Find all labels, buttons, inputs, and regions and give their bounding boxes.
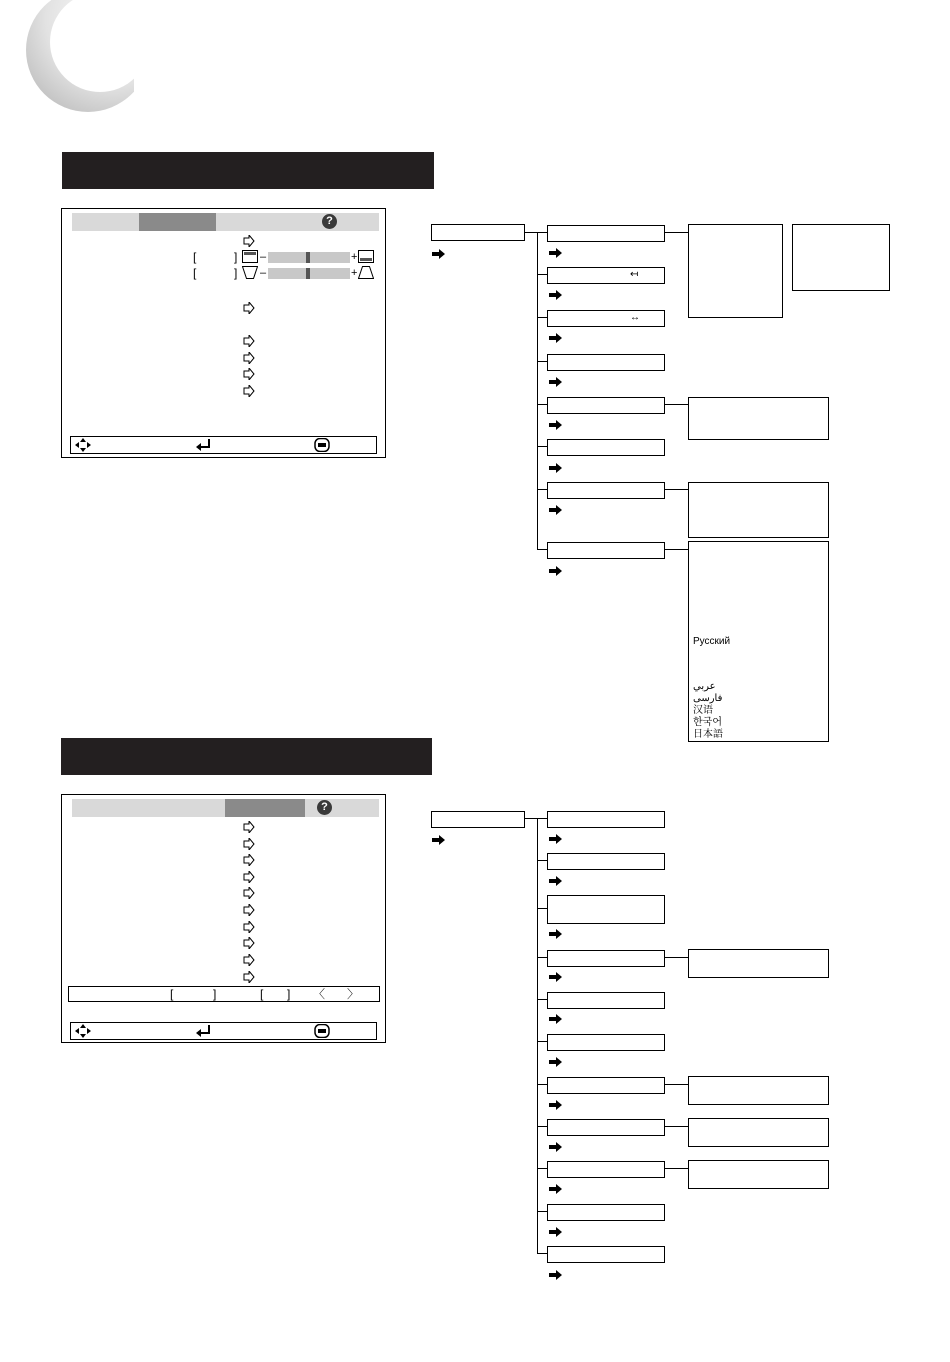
option-list-box xyxy=(688,397,829,440)
menu-footer-bar xyxy=(70,436,377,454)
hollow-arrow-icon xyxy=(243,368,255,380)
menu-item-box xyxy=(547,950,665,967)
menu-item-box xyxy=(547,397,665,414)
arrow-right-icon xyxy=(432,835,445,845)
menu-item-box xyxy=(547,225,665,242)
connector-line xyxy=(664,1168,689,1169)
language-option: Русский xyxy=(693,636,731,647)
arrow-right-icon xyxy=(549,463,562,473)
keystone-slider[interactable] xyxy=(268,268,350,279)
hollow-arrow-icon xyxy=(243,821,255,833)
menu-icon xyxy=(314,438,330,452)
hollow-arrow-icon xyxy=(243,921,255,933)
arrow-right-icon xyxy=(549,1227,562,1237)
menu-icon xyxy=(314,1024,330,1038)
close-bracket: ] xyxy=(287,987,291,1001)
open-bracket: [ xyxy=(170,987,174,1001)
plus-sign: + xyxy=(351,251,358,263)
arrow-right-icon xyxy=(549,1142,562,1152)
language-option: 汉语 xyxy=(693,705,713,716)
option-list-box xyxy=(688,1118,829,1147)
language-option: عربي xyxy=(693,681,716,692)
option-list-box xyxy=(688,1076,829,1105)
option-list-box xyxy=(688,482,829,538)
close-bracket: ] xyxy=(213,987,217,1001)
vertical-keystone-plus-icon xyxy=(358,250,374,263)
arrow-right-icon xyxy=(549,505,562,515)
corner-decoration xyxy=(18,0,134,112)
arrow-right-icon xyxy=(432,249,445,259)
arrow-glyph: ↔ xyxy=(630,312,640,323)
option-list-box xyxy=(688,949,829,978)
arrow-right-icon xyxy=(549,248,562,258)
plus-sign: + xyxy=(351,267,358,279)
root-menu-box xyxy=(431,811,525,828)
hollow-arrow-icon xyxy=(243,335,255,347)
menu-item-box xyxy=(547,267,665,284)
hollow-arrow-icon xyxy=(243,302,255,314)
connector-line xyxy=(537,232,538,550)
osd-menu-screen xyxy=(61,208,386,458)
menu-item-box xyxy=(547,853,665,870)
enter-icon xyxy=(195,1024,211,1038)
hollow-arrow-icon xyxy=(243,937,255,949)
menu-item-box xyxy=(547,1119,665,1136)
enter-icon xyxy=(195,438,211,452)
keystone-slider[interactable] xyxy=(268,252,350,263)
connector-line xyxy=(664,957,689,958)
menu-footer-bar xyxy=(70,1022,377,1040)
section-header-band xyxy=(62,152,434,189)
status-strip xyxy=(68,986,380,1002)
minus-sign: – xyxy=(260,267,267,279)
hollow-arrow-icon xyxy=(243,871,255,883)
arrow-right-icon xyxy=(549,1057,562,1067)
menu-item-box xyxy=(547,310,665,327)
help-icon[interactable]: ? xyxy=(322,214,337,229)
connector-line xyxy=(537,818,538,1254)
menu-item-box xyxy=(547,811,665,828)
connector-line xyxy=(664,232,689,233)
connector-line xyxy=(664,549,689,550)
trapezoid-up-icon xyxy=(358,266,374,279)
close-angle: 〉 xyxy=(347,987,360,1001)
menu-item-box xyxy=(547,895,665,924)
slider-knob[interactable] xyxy=(306,268,310,279)
menu-item-box xyxy=(547,542,665,559)
arrow-glyph: ↤ xyxy=(630,269,639,280)
arrow-right-icon xyxy=(549,1014,562,1024)
menu-item-box xyxy=(547,1161,665,1178)
menu-item-box xyxy=(547,354,665,371)
menu-item-box xyxy=(547,1077,665,1094)
minus-sign: – xyxy=(260,251,267,263)
connector-line xyxy=(664,1084,689,1085)
arrow-right-icon xyxy=(549,333,562,343)
arrow-right-icon xyxy=(549,1184,562,1194)
menu-item-box xyxy=(547,1204,665,1221)
connector-line xyxy=(664,1126,689,1127)
arrow-right-icon xyxy=(549,420,562,430)
hollow-arrow-icon xyxy=(243,235,255,247)
slider-knob[interactable] xyxy=(306,252,310,263)
move-arrows-icon xyxy=(75,1024,91,1038)
arrow-right-icon xyxy=(549,929,562,939)
menu-item-box xyxy=(547,439,665,456)
hollow-arrow-icon xyxy=(243,352,255,364)
root-menu-box xyxy=(431,224,525,241)
menu-item-box xyxy=(547,482,665,499)
option-list-box xyxy=(792,224,890,291)
language-option: 日本語 xyxy=(693,729,723,740)
arrow-right-icon xyxy=(549,377,562,387)
language-option: فارسی xyxy=(693,693,723,704)
open-angle: 〈 xyxy=(313,987,326,1001)
option-list-box xyxy=(688,1160,829,1189)
arrow-right-icon xyxy=(549,876,562,886)
arrow-right-icon xyxy=(549,290,562,300)
connector-line xyxy=(664,404,689,405)
close-bracket: ] xyxy=(234,250,238,264)
tab-active[interactable] xyxy=(225,799,305,817)
close-bracket: ] xyxy=(234,266,238,280)
arrow-right-icon xyxy=(549,1100,562,1110)
move-arrows-icon xyxy=(75,438,91,452)
connector-line xyxy=(524,818,538,819)
arrow-right-icon xyxy=(549,834,562,844)
osd-menu-screen xyxy=(61,794,386,1043)
open-bracket: [ xyxy=(193,250,197,264)
arrow-right-icon xyxy=(549,1270,562,1280)
trapezoid-down-icon xyxy=(242,266,258,279)
arrow-right-icon xyxy=(549,566,562,576)
language-list-box xyxy=(688,541,829,742)
hollow-arrow-icon xyxy=(243,904,255,916)
hollow-arrow-icon xyxy=(243,854,255,866)
menu-tab-bar xyxy=(72,213,379,231)
hollow-arrow-icon xyxy=(243,385,255,397)
open-bracket: [ xyxy=(193,266,197,280)
hollow-arrow-icon xyxy=(243,838,255,850)
help-icon[interactable]: ? xyxy=(317,800,332,815)
hollow-arrow-icon xyxy=(243,954,255,966)
vertical-keystone-icon xyxy=(242,250,258,263)
connector-line xyxy=(664,489,689,490)
hollow-arrow-icon xyxy=(243,887,255,899)
section-header-band xyxy=(61,738,432,775)
menu-tab-bar xyxy=(72,799,379,817)
language-option: 한국어 xyxy=(693,717,722,728)
hollow-arrow-icon xyxy=(243,971,255,983)
menu-item-box xyxy=(547,1246,665,1263)
menu-item-box xyxy=(547,992,665,1009)
option-list-box xyxy=(688,224,783,318)
menu-item-box xyxy=(547,1034,665,1051)
open-bracket: [ xyxy=(260,987,264,1001)
tab-active[interactable] xyxy=(139,213,216,231)
arrow-right-icon xyxy=(549,972,562,982)
connector-line xyxy=(524,232,538,233)
